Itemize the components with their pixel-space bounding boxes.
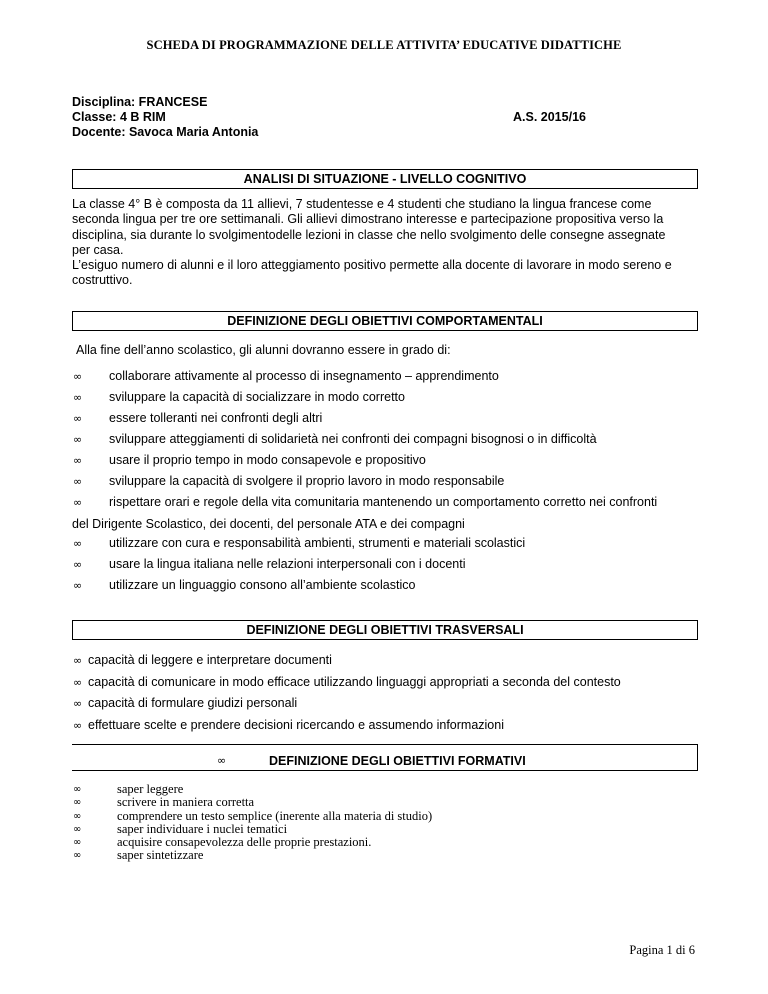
infinity-bullet-icon: ∞ [73,654,83,667]
analisi-line: seconda lingua per tre ore settimanali. Gli allievi dimostrano interesse e partecipazione propositiva verso la [72,212,664,227]
infinity-bullet-icon: ∞ [73,810,82,822]
infinity-bullet-icon: ∞ [73,718,83,732]
comportamentali-intro: Alla fine dell’anno scolastico, gli alunni dovranno essere in grado di: [76,343,451,357]
infinity-bullet-icon: ∞ [73,697,83,710]
infinity-bullet-icon: ∞ [73,391,83,404]
discipline-label: Disciplina: FRANCESE [72,95,208,109]
infinity-bullet-icon: ∞ [73,496,83,509]
infinity-bullet-icon: ∞ [73,433,83,446]
section-heading-comportamentali: DEFINIZIONE DEGLI OBIETTIVI COMPORTAMENTALI [72,311,698,331]
document-page: SCHEDA DI PROGRAMMAZIONE DELLE ATTIVITA’ EDUCATIVE DIDATTICHE Disciplina: FRANCESE Classe: 4 B RIM Docente: Savoca Maria Antonia A.S. 2015/16 ANALISI DI SITUAZIONE - LIVELLO COGNITIVO La classe 4° B è composta da 11 allievi, 7 studentesse e 4 studenti che studiano la lingua francese come seconda lingua per tre ore settimanali. Gli allievi dimostrano interesse e partecipazione propositiva verso la disciplina, sia durante lo svolgimentodelle lezioni in classe che nello svolgimento delle consegne assegnate per casa. L’esiguo numero di alunni e il loro atteggiamento positivo permette alla docente di lavorare in modo sereno e costruttivo. DEFINIZIONE DEGLI OBIETTIVI COMPORTAMENTALI Alla fine dell’anno scolastico, gli alunni dovranno essere in grado di: ∞ collaborare attivamente al processo di insegnamento – apprendimento ∞ sviluppare la capacità di socializzare in modo corretto ∞ essere tolleranti nei confronti degli altri ∞ sviluppare atteggiamenti di solidarietà nei confronti dei compagni bisognosi o in difficoltà ∞ usare il proprio tempo in modo consapevole e propositivo ∞ sviluppare la capacità di svolgere il proprio lavoro in modo responsabile ∞ rispettare orari e regole della vita comunitaria mantenendo un comportamento corretto nei confronti del Dirigente Scolastico, dei docenti, del personale ATA e dei compagni ∞ utilizzare con cura e responsabilità ambienti, strumenti e materiali scolastici ∞ usare la lingua italiana nelle relazioni interpersonali con i docenti ∞ utilizzare un linguaggio consono all’ambiente scolastico DEFINIZIONE DEGLI OBIETTIVI TRASVERSALI ∞ capacità di leggere e interpretare documenti ∞ capacità di comunicare in modo efficace utilizzando linguaggi appropriati a seconda del contesto ∞ capacità di formulare giudizi personali ∞ effettuare scelte e prendere decisioni ricercando e assumendo informazioni ∞ DEFINIZIONE DEGLI OBIETTIVI FORMATIVI ∞ saper leggere ∞ scrivere in maniera corretta ∞ comprendere un testo semplice (inerente alla materia di studio) ∞ saper individuare i nuclei tematici ∞ acquisire consapevolezza delle proprie prestazioni. ∞ saper sintetizzare Pagina 1 di 6 [0,0,768,994]
analisi-line: L’esiguo numero di alunni e il loro atteggiamento positivo permette alla docente di lavorare in modo sereno e [72,258,672,273]
infinity-bullet-icon: ∞ [73,784,82,795]
section-frame-right [697,744,698,771]
school-year: A.S. 2015/16 [513,110,586,124]
section-frame-top [72,744,698,745]
infinity-bullet-icon: ∞ [73,850,82,862]
infinity-bullet-icon: ∞ [73,579,83,592]
analisi-line: La classe 4° B è composta da 11 allievi, 7 studentesse e 4 studenti che studiano la lingua francese come [72,197,652,211]
analisi-line: costruttivo. [72,273,133,288]
infinity-bullet-icon: ∞ [73,823,82,835]
analisi-line: per casa. [72,242,124,257]
infinity-bullet-icon: ∞ [217,754,227,767]
infinity-bullet-icon: ∞ [73,537,83,550]
list-item-continuation: del Dirigente Scolastico, dei docenti, del personale ATA e dei compagni [72,517,465,531]
section-heading-formativi: DEFINIZIONE DEGLI OBIETTIVI FORMATIVI [269,754,526,768]
document-meta [72,95,258,140]
document-title: SCHEDA DI PROGRAMMAZIONE DELLE ATTIVITA’ EDUCATIVE DIDATTICHE [146,38,622,52]
infinity-bullet-icon: ∞ [73,797,82,809]
infinity-bullet-icon: ∞ [73,475,83,488]
section-heading-trasversali: DEFINIZIONE DEGLI OBIETTIVI TRASVERSALI [72,620,698,640]
infinity-bullet-icon: ∞ [73,370,83,383]
analisi-line: disciplina, sia durante lo svolgimentodelle lezioni in classe che nello svolgimento delle consegne assegnate [72,227,666,242]
section-heading-analisi: ANALISI DI SITUAZIONE - LIVELLO COGNITIVO [72,169,698,189]
infinity-bullet-icon: ∞ [73,675,83,689]
infinity-bullet-icon: ∞ [73,558,83,571]
page-number: Pagina 1 di 6 [629,943,695,957]
analisi-paragraph [72,197,672,289]
infinity-bullet-icon: ∞ [73,837,82,849]
infinity-bullet-icon: ∞ [73,454,83,467]
section-frame-bottom [72,770,698,771]
infinity-bullet-icon: ∞ [73,412,83,425]
class-label: Classe: 4 B RIM [72,110,166,124]
teacher-label: Docente: Savoca Maria Antonia [72,125,259,139]
